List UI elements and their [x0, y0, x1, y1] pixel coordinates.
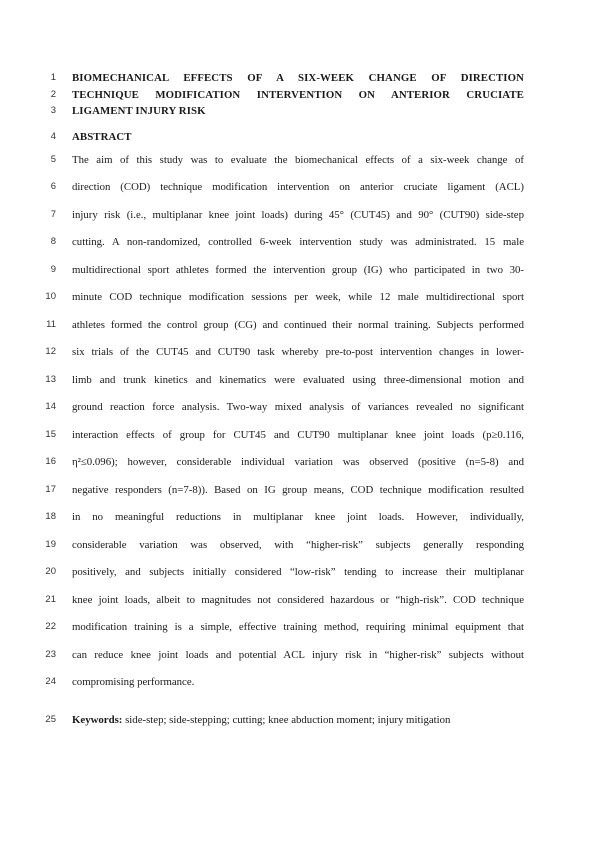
abstract-line: The aim of this study was to evaluate the biomechanical effects of a six-week change of — [72, 154, 524, 166]
line-3 — [0, 103, 595, 119]
abstract-line: η²≤0.096); however, considerable individual variation was observed (positive (n=5-8) and — [72, 456, 524, 468]
line-number: 24 — [45, 676, 56, 687]
abstract-line: limb and trunk kinetics and kinematics were evaluated using three-dimensional motion and — [72, 374, 524, 386]
line-18 — [0, 509, 595, 525]
title-line: TECHNIQUE MODIFICATION INTERVENTION ON ANTERIOR CRUCIATE — [72, 89, 524, 101]
line-number: 8 — [50, 236, 56, 247]
line-number: 11 — [46, 319, 56, 330]
line-13 — [0, 372, 595, 388]
abstract-line: considerable variation was observed, with “higher-risk” subjects generally responding — [72, 539, 524, 551]
line-14 — [0, 399, 595, 415]
abstract-line: negative responders (n=7-8)). Based on IG group means, COD technique modification resulted — [72, 484, 524, 496]
line-16 — [0, 454, 595, 470]
line-number: 4 — [50, 131, 56, 142]
line-number: 16 — [45, 456, 56, 467]
line-24 — [0, 674, 595, 690]
abstract-heading: ABSTRACT — [72, 131, 132, 143]
line-number: 19 — [45, 539, 56, 550]
line-number: 5 — [50, 154, 56, 165]
line-19 — [0, 537, 595, 553]
line-number: 3 — [50, 105, 56, 116]
line-6 — [0, 179, 595, 195]
keywords-label: Keywords: — [72, 714, 123, 726]
title-line: BIOMECHANICAL EFFECTS OF A SIX-WEEK CHANGE OF DIRECTION — [72, 72, 524, 84]
abstract-line: interaction effects of group for CUT45 and CUT90 multiplanar knee joint loads (p≥0.116, — [72, 429, 524, 441]
line-number: 10 — [45, 291, 56, 302]
abstract-line: knee joint loads, albeit to magnitudes not considered hazardous or “high-risk”. COD technique — [72, 594, 524, 606]
line-11 — [0, 317, 595, 333]
line-number: 6 — [50, 181, 56, 192]
line-number: 20 — [45, 566, 56, 577]
line-22 — [0, 619, 595, 635]
line-number: 7 — [50, 209, 56, 220]
line-number: 13 — [45, 374, 56, 385]
line-number: 2 — [50, 89, 56, 100]
line-number: 17 — [45, 484, 56, 495]
abstract-line: six trials of the CUT45 and CUT90 task whereby pre-to-post intervention changes in lower- — [72, 346, 524, 358]
abstract-line: cutting. A non-randomized, controlled 6-week intervention study was administrated. 15 male — [72, 236, 524, 248]
abstract-line: in no meaningful reductions in multiplanar knee joint loads. However, individually, — [72, 511, 524, 523]
line-number: 22 — [45, 621, 56, 632]
line-8 — [0, 234, 595, 250]
line-1 — [0, 70, 595, 86]
line-number: 23 — [45, 649, 56, 660]
keywords-text: side-step; side-stepping; cutting; knee abduction moment; injury mitigation — [122, 714, 451, 726]
abstract-line: injury risk (i.e., multiplanar knee joint loads) during 45° (CUT45) and 90° (CUT90) side-step — [72, 209, 524, 221]
abstract-line: multidirectional sport athletes formed the intervention group (IG) who participated in two 30- — [72, 264, 524, 276]
abstract-line: positively, and subjects initially considered “low-risk” tending to increase their multiplanar — [72, 566, 524, 578]
line-4 — [0, 129, 595, 145]
keywords — [72, 712, 524, 728]
line-number: 14 — [45, 401, 56, 412]
abstract-line: modification training is a simple, effective training method, requiring minimal equipment that — [72, 621, 524, 633]
line-23 — [0, 647, 595, 663]
line-7 — [0, 207, 595, 223]
line-25 — [0, 712, 595, 728]
abstract-line: ground reaction force analysis. Two-way mixed analysis of variances revealed no significant — [72, 401, 524, 413]
line-17 — [0, 482, 595, 498]
line-20 — [0, 564, 595, 580]
line-10 — [0, 289, 595, 305]
line-15 — [0, 427, 595, 443]
line-5 — [0, 152, 595, 168]
line-number: 12 — [45, 346, 56, 357]
line-number: 18 — [45, 511, 56, 522]
abstract-line: compromising performance. — [72, 676, 195, 688]
line-number: 25 — [45, 714, 56, 725]
line-number: 21 — [45, 594, 56, 605]
line-number: 1 — [50, 72, 56, 83]
abstract-line: direction (COD) technique modification intervention on anterior cruciate ligament (ACL) — [72, 181, 524, 193]
line-number: 9 — [50, 264, 56, 275]
abstract-line: athletes formed the control group (CG) and continued their normal training. Subjects performed — [72, 319, 524, 331]
line-number: 15 — [45, 429, 56, 440]
abstract-line: minute COD technique modification sessions per week, while 12 male multidirectional sport — [72, 291, 524, 303]
title-line: LIGAMENT INJURY RISK — [72, 105, 206, 117]
line-9 — [0, 262, 595, 278]
line-12 — [0, 344, 595, 360]
line-2 — [0, 87, 595, 103]
line-21 — [0, 592, 595, 608]
abstract-line: can reduce knee joint loads and potential ACL injury risk in “higher-risk” subjects without — [72, 649, 524, 661]
